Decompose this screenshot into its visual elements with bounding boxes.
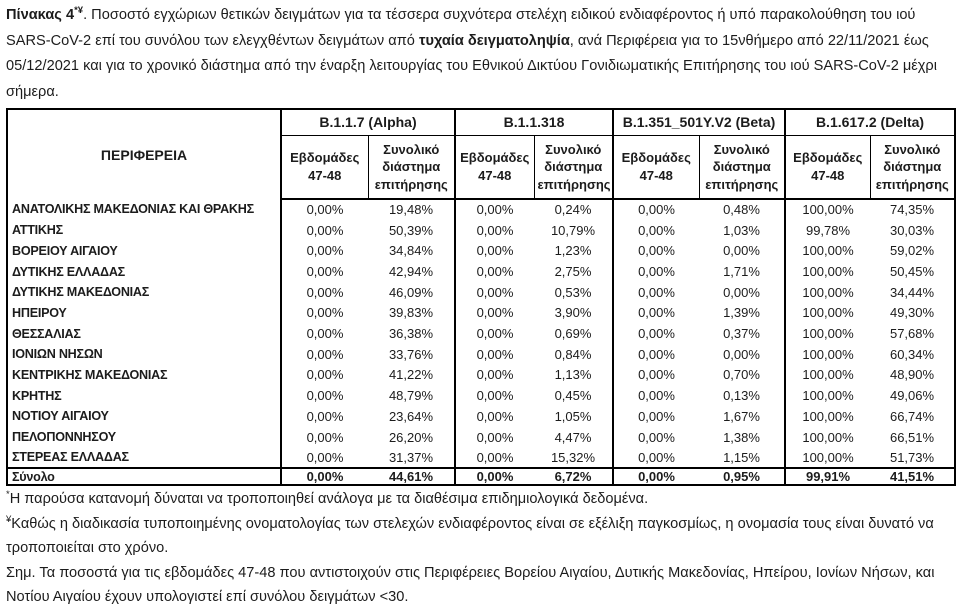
table-row — [7, 447, 955, 468]
value-cell: 57,68% — [889, 326, 935, 342]
value-cell: 0,00% — [638, 305, 675, 321]
table-row — [7, 365, 955, 386]
group-header-delta: B.1.617.2 (Delta) — [785, 109, 955, 135]
value-cell: 0,00% — [306, 243, 344, 259]
value-cell: 74,35% — [889, 202, 935, 218]
value-cell: 60,34% — [889, 346, 935, 362]
footnotes — [6, 487, 952, 610]
table-row — [7, 385, 955, 406]
value-cell: 100,00% — [802, 243, 854, 259]
table-title-text: . Ποσοστό εγχώριων θετικών δειγμάτων για τα τέσσερα συχνότερα στελέχη ειδικού ενδιαφέροντος ή υπό παρακολούθηση του ιού SARS-CoV-2 επί του συνόλου των ελεγχθέντων δειγμάτων από — [6, 7, 916, 49]
value-cell: 100,00% — [802, 326, 854, 342]
value-cell: 1,03% — [699, 220, 785, 241]
value-cell: 0,00% — [306, 367, 344, 383]
value-cell: 100,00% — [802, 202, 854, 218]
table-row — [7, 220, 955, 241]
value-cell: 0,00% — [638, 284, 675, 300]
value-cell: 0,00% — [476, 408, 514, 424]
value-cell: 1,23% — [534, 241, 613, 262]
value-cell: 0,00% — [699, 241, 785, 262]
value-cell: 44,61% — [368, 468, 455, 485]
value-cell: 100,00% — [802, 449, 854, 465]
value-cell: 0,84% — [534, 344, 613, 365]
value-cell: 100,00% — [802, 305, 854, 321]
value-cell: 31,37% — [368, 447, 455, 468]
value-cell: 0,13% — [699, 385, 785, 406]
value-cell: 0,00% — [476, 202, 514, 218]
value-cell: 34,84% — [368, 241, 455, 262]
region-cell: Σύνολο — [7, 468, 281, 485]
value-cell: 0,00% — [638, 243, 675, 259]
value-cell: 1,15% — [699, 447, 785, 468]
value-cell: 0,00% — [476, 264, 514, 280]
value-cell: 2,75% — [534, 261, 613, 282]
table-title-bold-phrase: τυχαία δειγματοληψία — [418, 32, 570, 49]
subheader-period-b11318: Συνολικό διάστημα επιτήρησης — [534, 135, 613, 199]
table-title-number: Πίνακας 4 — [6, 7, 75, 23]
value-cell: 48,90% — [889, 367, 935, 383]
value-cell: 49,06% — [889, 388, 935, 404]
value-cell: 0,00% — [476, 388, 514, 404]
table-row — [7, 241, 955, 262]
value-cell: 0,24% — [534, 199, 613, 220]
subheader-weeks-b11318: Εβδομάδες 47-48 — [455, 135, 534, 199]
value-cell: 100,00% — [802, 408, 854, 424]
subheader-period-alpha: Συνολικό διάστημα επιτήρησης — [368, 135, 455, 199]
value-cell: 1,38% — [699, 427, 785, 448]
value-cell: 1,13% — [534, 365, 613, 386]
value-cell: 0,00% — [306, 429, 344, 445]
footnote-yen-marker: ¥ — [6, 513, 12, 525]
value-cell: 100,00% — [802, 429, 854, 445]
region-cell: ΒΟΡΕΙΟΥ ΑΙΓΑΙΟΥ — [7, 241, 281, 262]
subheader-period-beta: Συνολικό διάστημα επιτήρησης — [699, 135, 785, 199]
value-cell: 0,00% — [476, 284, 514, 300]
subheader-weeks-beta: Εβδομάδες 47-48 — [613, 135, 699, 199]
value-cell: 0,00% — [306, 202, 344, 218]
value-cell: 99,91% — [785, 468, 870, 485]
value-cell: 49,30% — [889, 305, 935, 321]
region-cell: ΑΝΑΤΟΛΙΚΗΣ ΜΑΚΕΔΟΝΙΑΣ ΚΑΙ ΘΡΑΚΗΣ — [7, 199, 281, 220]
value-cell: 23,64% — [368, 406, 455, 427]
value-cell: 0,00% — [306, 408, 344, 424]
table-title-superscript: *¥ — [74, 5, 84, 17]
value-cell: 0,00% — [281, 468, 368, 485]
variant-group-row — [7, 109, 955, 135]
value-cell: 51,73% — [889, 449, 935, 465]
value-cell: 66,51% — [889, 429, 935, 445]
value-cell: 59,02% — [889, 243, 935, 259]
region-column-header: ΠΕΡΙΦΕΡΕΙΑ — [7, 109, 281, 199]
value-cell: 0,00% — [638, 326, 675, 342]
table-row — [7, 199, 955, 220]
table-row — [7, 261, 955, 282]
table-title-text-end: , ανά Περιφέρεια για το 15νθήμερο από 22/11/2021 έως 05/12/2021 και για το χρονικό διάστημα από την έναρξη λειτουργίας του Εθνικού Δικτύου Γονιδιωματικής Επιτήρησης του ιού SARS-CoV-2 μέχρι σήμερα. — [6, 32, 937, 100]
value-cell: 1,39% — [699, 303, 785, 324]
value-cell: 0,00% — [476, 222, 514, 238]
value-cell: 0,00% — [476, 346, 514, 362]
region-cell: ΣΤΕΡΕΑΣ ΕΛΛΑΔΑΣ — [7, 447, 281, 468]
value-cell: 100,00% — [802, 388, 854, 404]
value-cell: 0,00% — [638, 202, 675, 218]
value-cell: 0,53% — [534, 282, 613, 303]
region-cell: ΚΡΗΤΗΣ — [7, 385, 281, 406]
value-cell: 0,00% — [638, 346, 675, 362]
value-cell: 30,03% — [889, 222, 935, 238]
total-row — [7, 468, 955, 485]
region-cell: ΠΕΛΟΠΟΝΝΗΣΟΥ — [7, 427, 281, 448]
region-cell: ΙΟΝΙΩΝ ΝΗΣΩΝ — [7, 344, 281, 365]
value-cell: 0,00% — [306, 346, 344, 362]
value-cell: 0,00% — [638, 264, 675, 280]
value-cell: 0,00% — [476, 429, 514, 445]
region-cell: ΘΕΣΣΑΛΙΑΣ — [7, 323, 281, 344]
value-cell: 100,00% — [802, 264, 854, 280]
subheader-weeks-delta: Εβδομάδες 47-48 — [785, 135, 870, 199]
value-cell: 50,39% — [368, 220, 455, 241]
value-cell: 0,00% — [306, 388, 344, 404]
region-cell: ΗΠΕΙΡΟΥ — [7, 303, 281, 324]
variants-table — [6, 108, 956, 486]
value-cell: 0,00% — [638, 429, 675, 445]
value-cell: 100,00% — [802, 284, 854, 300]
footnote-asterisk-text: Η παρούσα κατανομή δύναται να τροποποιηθεί ανάλογα με τα διαθέσιμα επιδημιολογικά δεδομένα. — [9, 491, 649, 508]
table-row — [7, 303, 955, 324]
value-cell: 0,00% — [638, 408, 675, 424]
table-row — [7, 282, 955, 303]
value-cell: 0,00% — [476, 367, 514, 383]
value-cell: 1,67% — [699, 406, 785, 427]
footnote-yen-text: Καθώς η διαδικασία τυποποιημένης ονοματολογίας των στελεχών ενδιαφέροντος είναι σε εξέλιξη παγκοσμίως, η ονομασία τους είναι δυνατό να τροποποιείται στο χρόνο. — [6, 515, 934, 557]
value-cell: 0,00% — [476, 243, 514, 259]
region-cell: ΔΥΤΙΚΗΣ ΕΛΛΑΔΑΣ — [7, 261, 281, 282]
subheader-period-delta: Συνολικό διάστημα επιτήρησης — [870, 135, 955, 199]
value-cell: 99,78% — [805, 222, 851, 238]
value-cell: 0,00% — [699, 344, 785, 365]
value-cell: 26,20% — [368, 427, 455, 448]
value-cell: 41,51% — [870, 468, 955, 485]
subheader-weeks-alpha: Εβδομάδες 47-48 — [281, 135, 368, 199]
value-cell: 0,00% — [638, 388, 675, 404]
region-cell: ΝΟΤΙΟΥ ΑΙΓΑΙΟΥ — [7, 406, 281, 427]
footnote-yen — [6, 512, 952, 561]
value-cell: 36,38% — [368, 323, 455, 344]
value-cell: 100,00% — [802, 346, 854, 362]
table-body — [7, 199, 955, 485]
value-cell: 0,70% — [699, 365, 785, 386]
value-cell: 3,90% — [534, 303, 613, 324]
value-cell: 48,79% — [368, 385, 455, 406]
region-cell: ΚΕΝΤΡΙΚΗΣ ΜΑΚΕΔΟΝΙΑΣ — [7, 365, 281, 386]
value-cell: 10,79% — [534, 220, 613, 241]
value-cell: 1,71% — [699, 261, 785, 282]
value-cell: 100,00% — [802, 367, 854, 383]
value-cell: 0,00% — [638, 222, 675, 238]
value-cell: 4,47% — [534, 427, 613, 448]
value-cell: 1,05% — [534, 406, 613, 427]
value-cell: 0,00% — [638, 367, 675, 383]
value-cell: 0,00% — [306, 305, 344, 321]
value-cell: 0,37% — [699, 323, 785, 344]
group-header-beta: B.1.351_501Y.V2 (Beta) — [613, 109, 785, 135]
value-cell: 0,45% — [534, 385, 613, 406]
value-cell: 0,00% — [306, 222, 344, 238]
value-cell: 34,44% — [889, 284, 935, 300]
value-cell: 0,69% — [534, 323, 613, 344]
value-cell: 0,00% — [476, 326, 514, 342]
value-cell: 0,00% — [455, 468, 534, 485]
value-cell: 46,09% — [368, 282, 455, 303]
value-cell: 42,94% — [368, 261, 455, 282]
value-cell: 66,74% — [889, 408, 935, 424]
value-cell: 0,00% — [306, 284, 344, 300]
table-title — [6, 3, 952, 105]
table-row — [7, 406, 955, 427]
value-cell: 33,76% — [368, 344, 455, 365]
value-cell: 41,22% — [368, 365, 455, 386]
value-cell: 15,32% — [534, 447, 613, 468]
value-cell: 0,00% — [476, 449, 514, 465]
value-cell: 50,45% — [889, 264, 935, 280]
value-cell: 0,00% — [638, 449, 675, 465]
value-cell: 0,00% — [306, 449, 344, 465]
value-cell: 0,00% — [306, 326, 344, 342]
value-cell: 0,00% — [476, 305, 514, 321]
value-cell: 0,00% — [306, 264, 344, 280]
value-cell: 0,95% — [699, 468, 785, 485]
region-cell: ΑΤΤΙΚΗΣ — [7, 220, 281, 241]
table-header — [7, 109, 955, 199]
footnote-asterisk-marker: * — [6, 489, 10, 501]
value-cell: 0,48% — [699, 199, 785, 220]
value-cell: 0,00% — [699, 282, 785, 303]
value-cell: 19,48% — [368, 199, 455, 220]
table-row — [7, 344, 955, 365]
table-row — [7, 427, 955, 448]
group-header-alpha: B.1.1.7 (Alpha) — [281, 109, 455, 135]
note-samples: Σημ. Τα ποσοστά για τις εβδομάδες 47-48 που αντιστοιχούν στις Περιφέρειες Βορείου Αιγαίου, Δυτικής Μακεδονίας, Ηπείρου, Ιονίων Νήσων, και Νοτίου Αιγαίου έχουν υπολογιστεί επί συνόλου δειγμάτων <30. — [6, 564, 935, 606]
value-cell: 6,72% — [534, 468, 613, 485]
region-cell: ΔΥΤΙΚΗΣ ΜΑΚΕΔΟΝΙΑΣ — [7, 282, 281, 303]
value-cell: 0,00% — [613, 468, 699, 485]
value-cell: 39,83% — [368, 303, 455, 324]
footnote-asterisk — [6, 487, 952, 512]
table-row — [7, 323, 955, 344]
group-header-b11318: B.1.1.318 — [455, 109, 613, 135]
